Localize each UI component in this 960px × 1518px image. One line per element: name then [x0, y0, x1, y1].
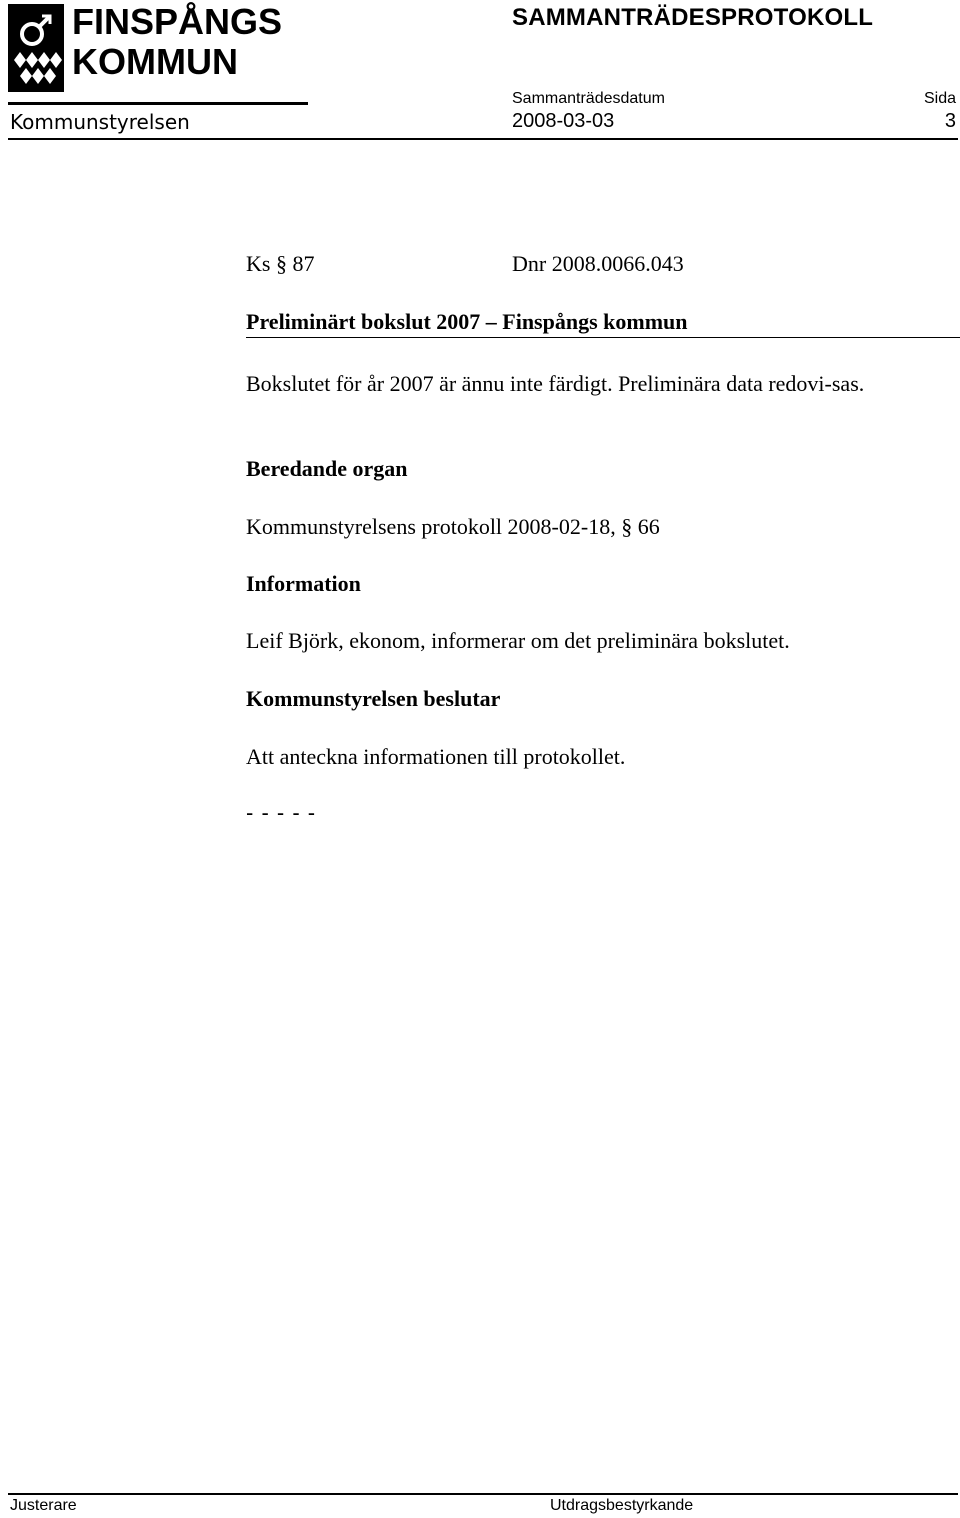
logo-underline [8, 102, 308, 105]
preparing-body-heading: Beredande organ [246, 456, 408, 481]
coat-of-arms-icon [8, 4, 68, 96]
municipality-logo [8, 1, 308, 96]
meeting-date-value: 2008-03-03 [512, 110, 615, 132]
intro-paragraph [246, 370, 926, 398]
decision-text: Att anteckna informationen till protokollet. [246, 744, 626, 769]
page-label: Sida [923, 90, 956, 107]
information-heading: Information [246, 571, 361, 596]
logo-line-2: KOMMUN [72, 41, 238, 82]
preparing-body-text: Kommunstyrelsens protokoll 2008-02-18, § 66 [246, 514, 660, 539]
extract-certification-label: Utdragsbestyrkande [550, 1497, 694, 1514]
logo-line-1: FINSPÅNGS [72, 1, 283, 42]
title-underline [246, 337, 960, 338]
page-number: 3 [944, 110, 956, 132]
logo-wordmark [72, 1, 283, 82]
document-title: SAMMANTRÄDESPROTOKOLL [512, 4, 874, 31]
footer-divider [8, 1493, 958, 1495]
section-number: Ks § 87 [246, 251, 315, 276]
information-text: Leif Björk, ekonom, informerar om det preliminära bokslutet. [246, 628, 790, 653]
decision-heading: Kommunstyrelsen beslutar [246, 686, 501, 711]
end-separator: - - - - - [246, 800, 317, 825]
item-title: Preliminärt bokslut 2007 – Finspångs kommun [246, 309, 688, 334]
organization-name: Kommunstyrelsen [10, 110, 190, 134]
meeting-date-label: Sammanträdesdatum [512, 90, 665, 107]
registration-number: Dnr 2008.0066.043 [512, 251, 684, 276]
header-divider [8, 138, 958, 140]
adjuster-label: Justerare [10, 1497, 77, 1514]
intro-text: Bokslutet för år 2007 är ännu inte färdigt. Preliminära data redovi-sas. [246, 371, 865, 396]
